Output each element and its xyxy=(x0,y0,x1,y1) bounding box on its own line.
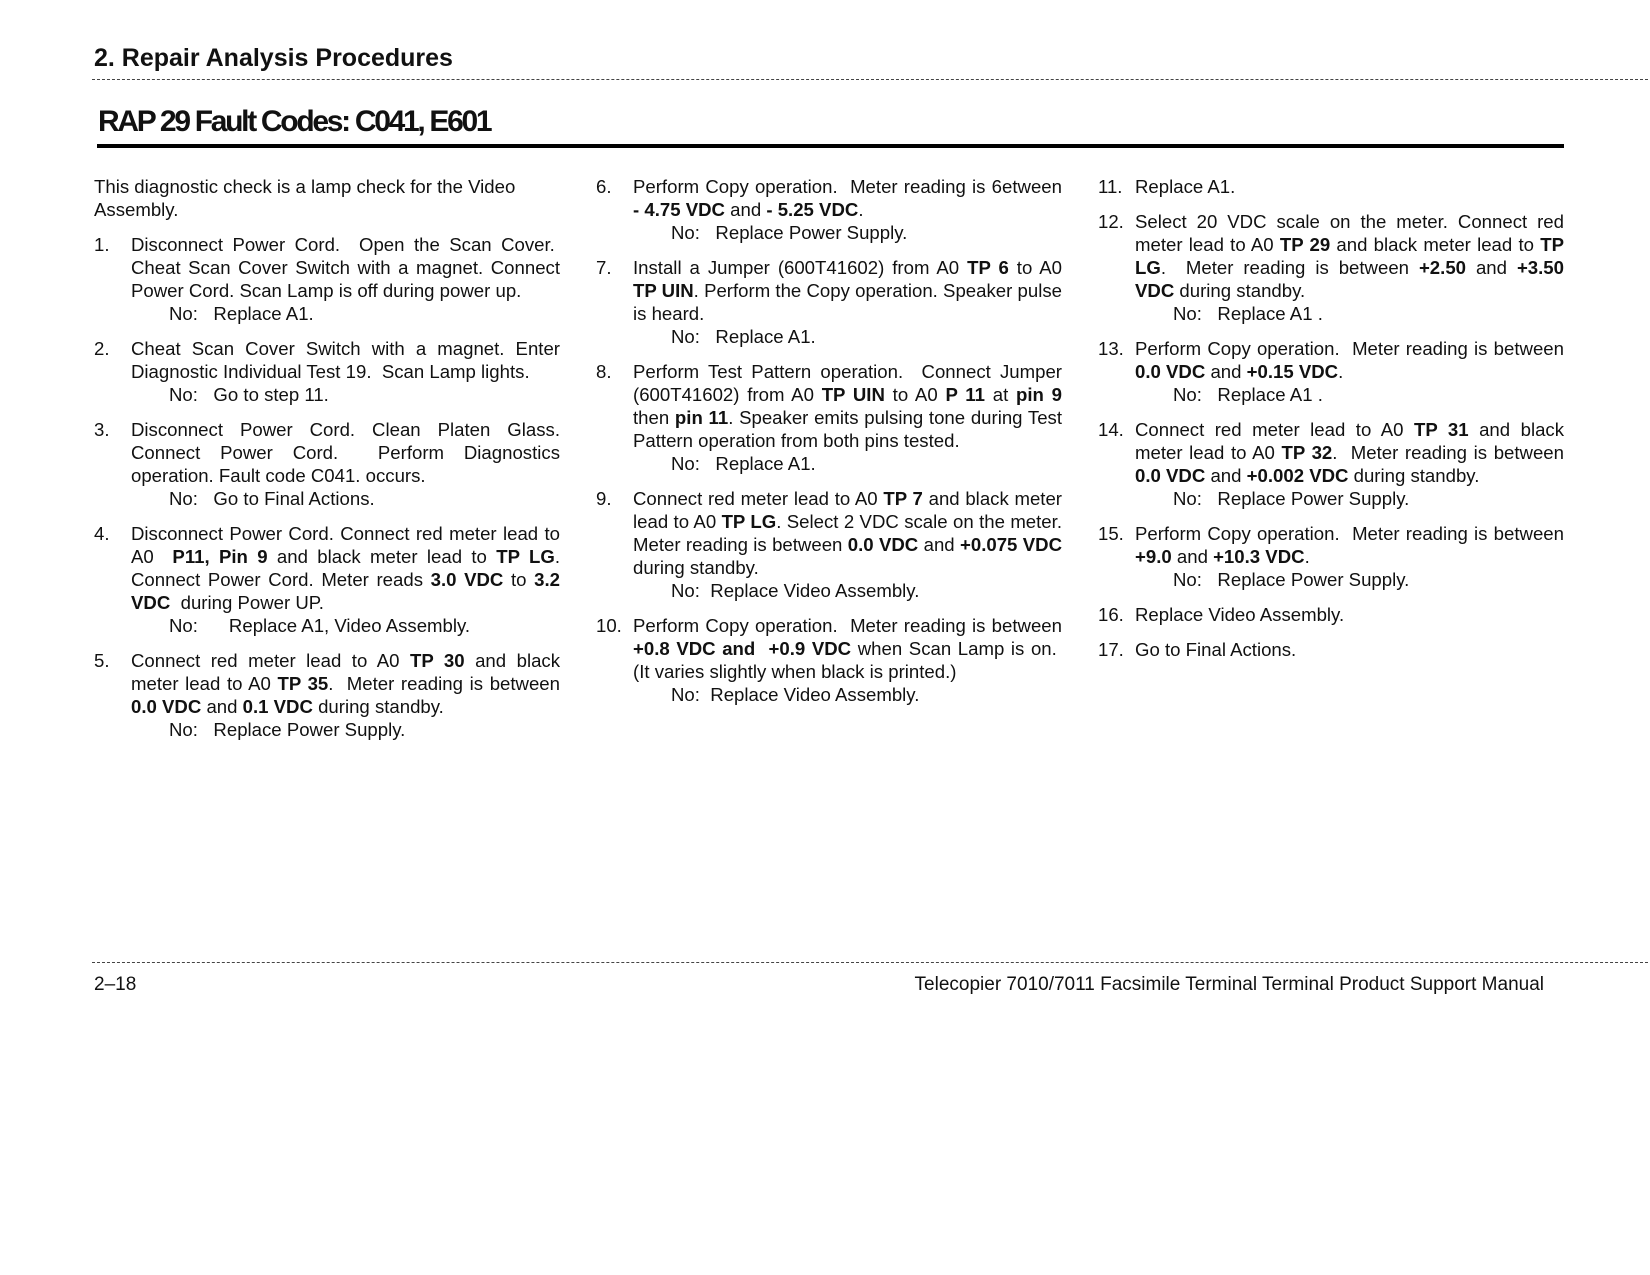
step-no-action: No: Replace Power Supply. xyxy=(169,719,406,740)
step-text: Perform Test Pattern operation. Connect Jumper (600T41602) from A0 TP UIN to A0 P 11 at pin 9 then pin 11. Speaker emits pulsing tone during Test Pattern operation from both pins tested. xyxy=(633,361,1063,451)
step-text: Perform Copy operation. Meter reading is between +9.0 and +10.3 VDC. xyxy=(1135,523,1564,567)
step-item xyxy=(1098,638,1564,661)
step-item xyxy=(596,175,1062,244)
column-3 xyxy=(1098,175,1564,673)
step-text: Replace A1. xyxy=(1135,176,1236,197)
step-item xyxy=(596,614,1062,706)
rap-title: RAP 29 Fault Codes: C041, E601 xyxy=(98,105,491,138)
step-number: 13. xyxy=(1098,338,1124,359)
rap-title-rule xyxy=(97,144,1564,148)
step-text: Disconnect Power Cord. Open the Scan Cover. Cheat Scan Cover Switch with a magnet. Connect Power Cord. Scan Lamp is off during power up. xyxy=(131,234,560,301)
step-item xyxy=(1098,603,1564,626)
step-no-action: No: Replace Video Assembly. xyxy=(671,684,920,705)
step-number: 7. xyxy=(596,257,612,278)
step-no-action: No: Replace A1 . xyxy=(1173,303,1323,324)
step-text: Disconnect Power Cord. Clean Platen Glass. Connect Power Cord. Perform Diagnostics operation. Fault code C041. occurs. xyxy=(131,419,560,486)
step-number: 16. xyxy=(1098,604,1124,625)
step-text: Perform Copy operation. Meter reading is between 0.0 VDC and +0.15 VDC. xyxy=(1135,338,1564,382)
step-no-action: No: Replace A1. xyxy=(671,453,816,474)
step-number: 9. xyxy=(596,488,612,509)
step-no-action: No: Replace Video Assembly. xyxy=(671,580,920,601)
manual-title: Telecopier 7010/7011 Facsimile Terminal Terminal Product Support Manual xyxy=(914,974,1544,995)
bottom-rule xyxy=(92,962,1648,963)
step-number: 15. xyxy=(1098,523,1124,544)
step-text: Connect red meter lead to A0 TP 30 and black meter lead to A0 TP 35. Meter reading is between 0.0 VDC and 0.1 VDC during standby. xyxy=(131,650,561,717)
step-text: Disconnect Power Cord. Connect red meter lead to A0 P11, Pin 9 and black meter lead to TP LG. Connect Power Cord. Meter reads 3.0 VDC to 3.2 VDC during Power UP. xyxy=(131,523,561,613)
intro-paragraph: This diagnostic check is a lamp check for the Video Assembly. xyxy=(94,176,516,220)
step-no-action: No: Replace Power Supply. xyxy=(1173,569,1410,590)
steps-list-1 xyxy=(94,233,560,741)
step-no-action: No: Replace Power Supply. xyxy=(671,222,908,243)
step-item xyxy=(94,233,560,325)
step-no-action: No: Replace A1. xyxy=(169,303,314,324)
steps-list-2 xyxy=(596,175,1062,706)
step-item xyxy=(94,418,560,510)
step-number: 10. xyxy=(596,615,622,636)
step-number: 6. xyxy=(596,176,612,197)
top-rule xyxy=(92,79,1648,80)
step-text: Perform Copy operation. Meter reading is 6etween - 4.75 VDC and - 5.25 VDC. xyxy=(633,176,1062,220)
step-number: 2. xyxy=(94,338,110,359)
step-number: 5. xyxy=(94,650,110,671)
step-item xyxy=(1098,418,1564,510)
column-1 xyxy=(94,175,560,753)
step-item xyxy=(1098,522,1564,591)
step-text: Go to Final Actions. xyxy=(1135,639,1297,660)
step-item xyxy=(94,649,560,741)
steps-list-3 xyxy=(1098,175,1564,661)
step-no-action: No: Go to Final Actions. xyxy=(169,488,375,509)
step-number: 4. xyxy=(94,523,110,544)
column-2 xyxy=(596,175,1062,718)
step-item xyxy=(94,522,560,637)
step-item xyxy=(596,256,1062,348)
step-no-action: No: Go to step 11. xyxy=(169,384,329,405)
step-no-action: No: Replace A1 . xyxy=(1173,384,1323,405)
step-item xyxy=(1098,337,1564,406)
step-item xyxy=(1098,175,1564,198)
step-text: Perform Copy operation. Meter reading is between +0.8 VDC and +0.9 VDC when Scan Lamp is on. (It varies slightly when black is printed.) xyxy=(633,615,1062,682)
step-number: 12. xyxy=(1098,211,1124,232)
step-text: Select 20 VDC scale on the meter. Connect red meter lead to A0 TP 29 and black meter lead to TP LG. Meter reading is between +2.50 and +3.50 VDC during standby. xyxy=(1135,211,1564,301)
step-text: Replace Video Assembly. xyxy=(1135,604,1345,625)
step-item xyxy=(596,487,1062,602)
step-item xyxy=(94,337,560,406)
step-text: Connect red meter lead to A0 TP 7 and black meter lead to A0 TP LG. Select 2 VDC scale on the meter. Meter reading is between 0.0 VDC and +0.075 VDC during standby. xyxy=(633,488,1063,578)
step-no-action: No: Replace A1. xyxy=(671,326,816,347)
step-text: Cheat Scan Cover Switch with a magnet. Enter Diagnostic Individual Test 19. Scan Lamp lights. xyxy=(131,338,560,382)
step-item xyxy=(1098,210,1564,325)
step-no-action: No: Replace Power Supply. xyxy=(1173,488,1410,509)
step-number: 3. xyxy=(94,419,110,440)
step-text: Connect red meter lead to A0 TP 31 and black meter lead to A0 TP 32. Meter reading is between 0.0 VDC and +0.002 VDC during standby. xyxy=(1135,419,1565,486)
step-number: 8. xyxy=(596,361,612,382)
step-number: 11. xyxy=(1098,176,1123,197)
step-item xyxy=(596,360,1062,475)
step-number: 14. xyxy=(1098,419,1124,440)
step-number: 17. xyxy=(1098,639,1124,660)
page-number: 2–18 xyxy=(94,974,137,995)
step-number: 1. xyxy=(94,234,110,255)
step-no-action: No: Replace A1, Video Assembly. xyxy=(169,615,471,636)
step-text: Install a Jumper (600T41602) from A0 TP 6 to A0 TP UIN. Perform the Copy operation. Speaker pulse is heard. xyxy=(633,257,1062,324)
section-title: 2. Repair Analysis Procedures xyxy=(94,44,453,72)
